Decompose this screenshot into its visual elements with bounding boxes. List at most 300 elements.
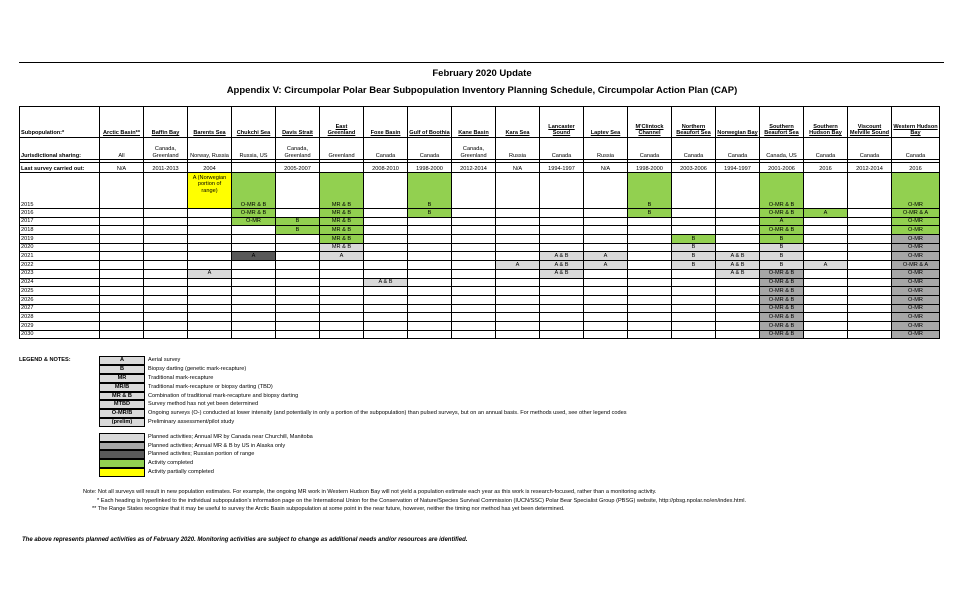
subpopulation-header[interactable]: Davis Strait [276,107,320,138]
schedule-cell [276,209,320,218]
legend-color-row [99,432,627,441]
schedule-cell [584,313,628,322]
year-label: 2021 [20,252,100,261]
schedule-cell [100,278,144,287]
schedule-cell [540,304,584,313]
schedule-cell [144,209,188,218]
schedule-cell [628,226,672,235]
note-line: * Each heading is hyperlinked to the individual subpopulation's information page on the International Union for the Conservation of Nature/Species Survival Commission (IUCN/SSC) Polar Bear Specialist Group (PBSG) website, http://pbsg.npolar.no/en/index.html. [97,497,747,504]
subpopulation-header[interactable]: Foxe Basin [364,107,408,138]
schedule-cell: O-MR [892,278,940,287]
schedule-cell: O-MR [892,243,940,252]
schedule-cell [320,295,364,304]
year-label: 2023 [20,269,100,278]
schedule-cell [232,295,276,304]
schedule-cell [848,235,892,244]
schedule-cell: B [276,217,320,226]
legend-swatch [99,433,145,442]
schedule-cell [628,313,672,322]
schedule-cell [628,261,672,270]
schedule-cell [716,217,760,226]
subpopulation-header[interactable]: Southern Beaufort Sea [760,107,804,138]
schedule-cell [232,287,276,296]
schedule-cell [144,235,188,244]
schedule-cell [540,313,584,322]
subpopulation-header[interactable]: Arctic Basin** [100,107,144,138]
schedule-cell: B [760,261,804,270]
schedule-cell [276,304,320,313]
schedule-cell [804,330,848,339]
legend-color-text: Activity completed [148,460,194,467]
schedule-cell [188,209,232,218]
schedule-cell [804,226,848,235]
jurisdiction-cell: Canada [408,138,452,160]
schedule-cell [804,287,848,296]
schedule-cell [232,278,276,287]
legend-color-text: Planned activities; Annual MR & B by US in Alaska only [148,442,286,449]
schedule-cell [452,278,496,287]
year-label: 2018 [20,226,100,235]
schedule-cell [716,235,760,244]
schedule-cell [144,287,188,296]
schedule-cell [804,173,848,209]
schedule-cell [452,287,496,296]
schedule-cell: B [672,235,716,244]
schedule-cell [848,295,892,304]
year-label: 2024 [20,278,100,287]
legend-code-box: O-MR/B [99,409,145,418]
schedule-cell [276,330,320,339]
schedule-cell: B [628,173,672,209]
schedule-cell [540,287,584,296]
year-label: 2025 [20,287,100,296]
schedule-cell [100,243,144,252]
schedule-cell [232,321,276,330]
schedule-cell [408,235,452,244]
schedule-cell: MR & B [320,209,364,218]
schedule-cell [408,304,452,313]
schedule-cell [100,269,144,278]
schedule-cell [276,243,320,252]
year-row [20,235,940,244]
schedule-cell [408,261,452,270]
schedule-cell: A & B [716,261,760,270]
year-row [20,304,940,313]
jurisdiction-row [20,138,940,160]
schedule-cell [672,217,716,226]
legend-code-box: B [99,365,145,374]
year-row [20,287,940,296]
top-rule [19,62,944,63]
schedule-cell [452,252,496,261]
legend-color-row [99,441,627,450]
legend-swatch [99,459,145,468]
schedule-cell [540,330,584,339]
schedule-cell [496,217,540,226]
year-label: 2027 [20,304,100,313]
schedule-cell: O-MR & B [760,330,804,339]
schedule-cell [408,287,452,296]
last-survey-cell: 2011-2013 [144,163,188,173]
schedule-cell [144,330,188,339]
schedule-cell [628,269,672,278]
schedule-cell [276,173,320,209]
schedule-cell: O-MR [892,235,940,244]
subpopulation-header[interactable]: M'Clintock Channel [628,107,672,138]
last-survey-cell: 2012-2014 [848,163,892,173]
subpopulation-header[interactable]: Western Hudson Bay [892,107,940,138]
legend-code-text: Traditional mark-recapture or biopsy darting (TBD) [148,383,273,390]
schedule-cell [716,209,760,218]
note-line: Note: Not all surveys will result in new population estimates. For example, the ongoing MR work in Western Hudson Bay will not yield a population estimate each year as this work is research-focused, rather than a monitoring activity. [83,489,657,495]
jurisdiction-cell: Canada [364,138,408,160]
year-row [20,226,940,235]
subpopulation-header[interactable]: Gulf of Boothia [408,107,452,138]
schedule-cell [496,313,540,322]
year-label: 2015 [20,173,100,209]
schedule-cell: O-MR & A [892,261,940,270]
schedule-cell [144,304,188,313]
schedule-cell [804,252,848,261]
jurisdiction-cell: Canada [540,138,584,160]
schedule-cell [672,295,716,304]
year-label: 2030 [20,330,100,339]
schedule-cell [100,313,144,322]
schedule-cell [716,173,760,209]
schedule-cell: B [760,243,804,252]
schedule-cell [452,243,496,252]
schedule-cell [848,313,892,322]
year-row [20,321,940,330]
schedule-cell [804,243,848,252]
year-label: 2028 [20,313,100,322]
jurisdiction-cell: Russia, US [232,138,276,160]
legend-code-box: MR/B [99,383,145,392]
schedule-cell [320,330,364,339]
legend-color-text: Planned activites; Russian portion of range [148,451,255,458]
last-survey-cell: 2008-2010 [364,163,408,173]
schedule-cell [144,173,188,209]
schedule-cell [320,313,364,322]
schedule-cell: B [408,209,452,218]
schedule-cell [232,330,276,339]
schedule-cell [144,278,188,287]
schedule-cell: O-MR [892,295,940,304]
schedule-cell [100,287,144,296]
last-survey-cell: N/A [100,163,144,173]
schedule-cell [496,330,540,339]
year-label: 2019 [20,235,100,244]
schedule-cell [188,321,232,330]
schedule-cell [540,173,584,209]
schedule-cell [584,226,628,235]
last-survey-cell: 1994-1997 [540,163,584,173]
schedule-cell [364,217,408,226]
last-survey-cell [232,163,276,173]
subpopulation-header[interactable]: Lancaster Sound [540,107,584,138]
schedule-cell: A & B [540,252,584,261]
schedule-cell [716,321,760,330]
schedule-cell: A [760,217,804,226]
schedule-cell [716,304,760,313]
schedule-cell [364,261,408,270]
last-survey-cell: 2012-2014 [452,163,496,173]
subpopulation-header[interactable]: Viscount Melville Sound [848,107,892,138]
schedule-cell [408,243,452,252]
subpopulation-header[interactable]: Barents Sea [188,107,232,138]
schedule-cell [672,278,716,287]
schedule-cell [804,313,848,322]
year-label: 2026 [20,295,100,304]
schedule-cell [584,173,628,209]
schedule-cell [276,321,320,330]
update-title: February 2020 Update [432,68,532,79]
legend-code-text: Survey method has not yet been determined [148,401,259,408]
schedule-cell [584,235,628,244]
schedule-cell: O-MR & B [760,269,804,278]
schedule-cell [804,295,848,304]
schedule-cell [320,304,364,313]
schedule-cell: MR & B [320,243,364,252]
schedule-cell [364,287,408,296]
schedule-cell [144,321,188,330]
schedule-cell [496,278,540,287]
year-row [20,330,940,339]
legend-code-row [99,356,627,365]
schedule-cell [584,243,628,252]
header-row [20,107,940,138]
schedule-cell [276,261,320,270]
last-survey-cell: 2004 [188,163,232,173]
schedule-cell [672,226,716,235]
schedule-cell: A & B [716,252,760,261]
jurisdiction-cell: Greenland [320,138,364,160]
schedule-cell [628,217,672,226]
schedule-cell: B [672,243,716,252]
schedule-cell [276,252,320,261]
last-survey-cell: 1998-2000 [628,163,672,173]
schedule-cell [804,304,848,313]
schedule-cell: B [760,235,804,244]
schedule-cell: O-MR & B [760,278,804,287]
schedule-cell [188,252,232,261]
schedule-table-wrap [19,106,940,339]
schedule-cell [188,278,232,287]
schedule-cell [496,269,540,278]
schedule-cell [276,269,320,278]
schedule-cell: MR & B [320,226,364,235]
schedule-cell: O-MR & A [892,209,940,218]
legend-color-text: Planned activities; Annual MR by Canada near Churchill, Manitoba [148,433,313,440]
schedule-cell [364,226,408,235]
schedule-cell [188,330,232,339]
subpopulation-header[interactable]: Northern Beaufort Sea [672,107,716,138]
legend-code-box: A [99,356,145,365]
legend-code-box: MTBD [99,400,145,409]
schedule-table [19,106,940,339]
jurisdiction-cell: Russia [496,138,540,160]
schedule-cell [100,217,144,226]
schedule-cell [100,321,144,330]
year-row [20,261,940,270]
last-survey-cell: 2016 [804,163,848,173]
schedule-cell: B [672,261,716,270]
schedule-cell: O-MR & B [760,173,804,209]
schedule-cell [320,321,364,330]
schedule-cell [848,269,892,278]
schedule-cell [188,217,232,226]
schedule-cell [804,269,848,278]
schedule-cell [848,173,892,209]
schedule-cell [848,252,892,261]
schedule-cell [188,295,232,304]
subpopulation-header[interactable]: Baffin Bay [144,107,188,138]
schedule-cell [100,330,144,339]
legend-code-row [99,391,627,400]
last-survey-cell: 2003-2006 [672,163,716,173]
schedule-cell: O-MR [892,269,940,278]
schedule-cell [716,287,760,296]
schedule-cell [628,252,672,261]
schedule-cell: O-MR [892,313,940,322]
legend [99,356,627,476]
schedule-cell [540,217,584,226]
legend-code-text: Traditional mark-recapture [148,374,214,381]
schedule-cell [408,321,452,330]
schedule-cell [540,278,584,287]
schedule-cell [452,313,496,322]
legend-code-text: Ongoing surveys (O-) conducted at lower intensity (and potentially in only a portion of the subpopulation) than pulsed surveys, but on an annual basis. For methods used, see other legend codes [148,410,627,417]
last-survey-cell: 1998-2000 [408,163,452,173]
schedule-cell [452,209,496,218]
footer-note: The above represents planned activities as of February 2020. Monitoring activities are subject to change as additional needs and/or resources are identified. [22,537,468,543]
schedule-cell [408,226,452,235]
schedule-cell [584,217,628,226]
schedule-cell [804,321,848,330]
schedule-cell [716,313,760,322]
schedule-cell [232,269,276,278]
schedule-cell [628,278,672,287]
schedule-cell [364,330,408,339]
schedule-cell [804,278,848,287]
schedule-cell [848,304,892,313]
legend-title: LEGEND & NOTES: [19,357,71,363]
schedule-cell [848,217,892,226]
jurisdiction-cell: Canada, Greenland [144,138,188,160]
schedule-cell [232,261,276,270]
schedule-cell [452,304,496,313]
schedule-cell [496,252,540,261]
schedule-cell [584,269,628,278]
legend-code-text: Aerial survey [148,357,181,364]
schedule-cell [540,295,584,304]
schedule-cell: A (Norwegian portion of range) [188,173,232,209]
schedule-cell: A [584,261,628,270]
schedule-cell [408,217,452,226]
legend-code-text: Preliminary assessment/pilot study [148,418,235,425]
schedule-cell [188,304,232,313]
schedule-cell [848,261,892,270]
jurisdiction-cell: All [100,138,144,160]
year-label: 2017 [20,217,100,226]
schedule-cell [144,261,188,270]
legend-color-row [99,450,627,459]
schedule-cell [364,321,408,330]
year-row [20,217,940,226]
schedule-cell [408,269,452,278]
schedule-cell: O-MR & B [232,209,276,218]
schedule-cell [320,278,364,287]
jurisdiction-cell: Canada [628,138,672,160]
schedule-cell: A [188,269,232,278]
schedule-cell: O-MR [892,330,940,339]
schedule-cell [628,330,672,339]
schedule-cell [100,261,144,270]
schedule-cell: O-MR & B [760,295,804,304]
subpopulation-header[interactable]: East Greenland [320,107,364,138]
schedule-cell [672,330,716,339]
schedule-cell [672,269,716,278]
schedule-cell: O-MR & B [760,287,804,296]
year-row [20,313,940,322]
schedule-cell [276,235,320,244]
schedule-cell [144,217,188,226]
schedule-cell [100,252,144,261]
schedule-cell [716,243,760,252]
legend-code-row [99,374,627,383]
legend-code-text: Combination of traditional mark-recapture and biopsy darting [148,392,299,399]
schedule-cell [496,287,540,296]
schedule-cell [716,278,760,287]
schedule-cell: B [672,252,716,261]
schedule-cell [188,287,232,296]
subpopulation-header[interactable]: Laptev Sea [584,107,628,138]
year-row [20,243,940,252]
schedule-cell [496,173,540,209]
jurisdiction-label: Jurisdictional sharing: [20,138,100,160]
subpopulation-header[interactable]: Chukchi Sea [232,107,276,138]
schedule-cell [408,295,452,304]
schedule-cell [672,173,716,209]
schedule-cell: O-MR & B [760,321,804,330]
subpopulation-header[interactable]: Southern Hudson Bay [804,107,848,138]
subpopulation-header[interactable]: Norwegian Bay [716,107,760,138]
schedule-cell: B [276,226,320,235]
schedule-cell [452,330,496,339]
schedule-cell: O-MR & B [760,209,804,218]
last-survey-cell: 2005-2007 [276,163,320,173]
schedule-cell [144,226,188,235]
schedule-cell [848,330,892,339]
schedule-cell: A [232,252,276,261]
schedule-cell [364,209,408,218]
legend-code-box: MR & B [99,392,145,401]
schedule-cell [188,243,232,252]
legend-color-text: Activity partially completed [148,468,214,475]
schedule-cell [320,269,364,278]
schedule-cell [364,252,408,261]
subpopulation-header[interactable]: Kane Basin [452,107,496,138]
legend-color-row [99,459,627,468]
schedule-cell [232,235,276,244]
schedule-cell: O-MR [892,321,940,330]
legend-code-row [99,418,627,427]
schedule-cell [540,321,584,330]
last-survey-row [20,163,940,173]
subpopulation-header[interactable]: Kara Sea [496,107,540,138]
schedule-cell [584,304,628,313]
schedule-cell [628,235,672,244]
